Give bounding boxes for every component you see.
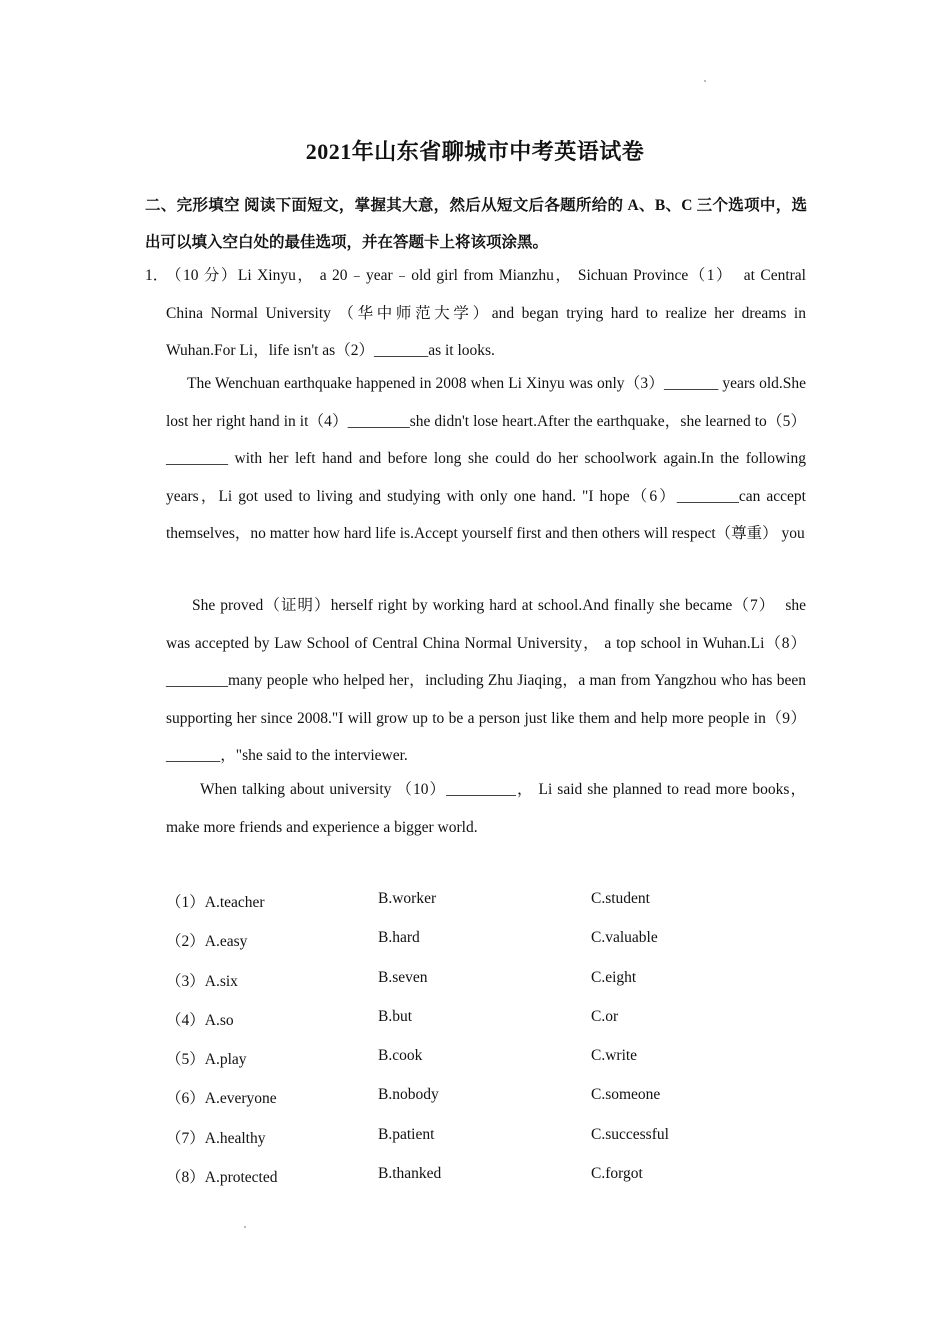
option-row: [166, 1076, 806, 1115]
option-row: [166, 1037, 806, 1076]
answer-options: [166, 880, 806, 1194]
option-c: C.student: [591, 890, 650, 907]
option-a: （7）A.healthy: [166, 1129, 266, 1147]
option-c: C.successful: [591, 1125, 669, 1143]
option-a: （8）A.protected: [166, 1169, 278, 1187]
option-a: （5）A.play: [166, 1051, 247, 1069]
question-number: 1．: [145, 267, 169, 284]
option-row: [166, 919, 806, 958]
scan-dot-bottom: [244, 1226, 246, 1228]
option-a: （2）A.easy: [166, 933, 248, 951]
option-c: C.eight: [591, 968, 637, 986]
option-b: B.nobody: [378, 1086, 439, 1104]
option-row: [166, 880, 806, 919]
scan-dot-top: [704, 80, 706, 82]
option-row: [166, 998, 806, 1037]
option-c: C.valuable: [591, 929, 658, 947]
passage-paragraph-2: The Wenchuan earthquake happened in 2008 when Li Xinyu was only（3）_______ years old.She lost her right hand in it（4）________she didn't lose heart.After the earthquake，she learned to（5）________ with her left hand and before long she could do her schoolwork again.In the following years，Li got used to living and studying with only one hand. "I hope（6）________can accept themselves，no matter how hard life is.Accept yourself first and then others will respect（尊重） you: [166, 375, 806, 542]
option-b: B.thanked: [378, 1165, 442, 1183]
passage-paragraph-4: When talking about university （10）_________， Li said she planned to read more books，make more friends and experience a bigger world.: [166, 781, 806, 836]
option-b: B.worker: [378, 890, 437, 907]
option-b: B.seven: [378, 968, 428, 986]
option-a: （6）A.everyone: [166, 1090, 277, 1108]
option-b: B.patient: [378, 1125, 435, 1143]
passage-paragraph-3: She proved（证明）herself right by working hard at school.And finally she became（7） she was accepted by Law School of Central China Normal University， a top school in Wuhan.Li（8）________many people who helped her，including Zhu Jiaqing，a man from Yangzhou who has been supporting her since 2008."I will grow up to be a person just like them and help more people in（9）_______，"she said to the interviewer.: [166, 597, 806, 764]
option-b: B.cook: [378, 1047, 423, 1065]
page-title: 2021年山东省聊城市中考英语试卷: [305, 139, 645, 164]
passage-paragraph-1: （10 分）Li Xinyu， a 20﹣year﹣old girl from Mianzhu， Sichuan Province（1） at Central China Normal University （华中师范大学）and began trying hard to realize her dreams in Wuhan.For Li，life isn't as（2）_______as it looks.: [166, 267, 806, 359]
option-c: C.forgot: [591, 1165, 643, 1183]
option-c: C.or: [591, 1007, 619, 1025]
option-a: （3）A.six: [166, 972, 238, 990]
option-a: （1）A.teacher: [166, 894, 265, 911]
option-row: [166, 1155, 806, 1194]
option-b: B.hard: [378, 929, 420, 947]
option-b: B.but: [378, 1007, 413, 1025]
option-c: C.write: [591, 1047, 638, 1065]
option-row: [166, 959, 806, 998]
option-c: C.someone: [591, 1086, 661, 1104]
section-instructions: 二、完形填空 阅读下面短文，掌握其大意，然后从短文后各题所给的 A、B、C 三个选项中，选出可以填入空白处的最佳选项，并在答题卡上将该项涂黑。: [145, 197, 807, 251]
option-a: （4）A.so: [166, 1011, 234, 1029]
option-row: [166, 1116, 806, 1155]
